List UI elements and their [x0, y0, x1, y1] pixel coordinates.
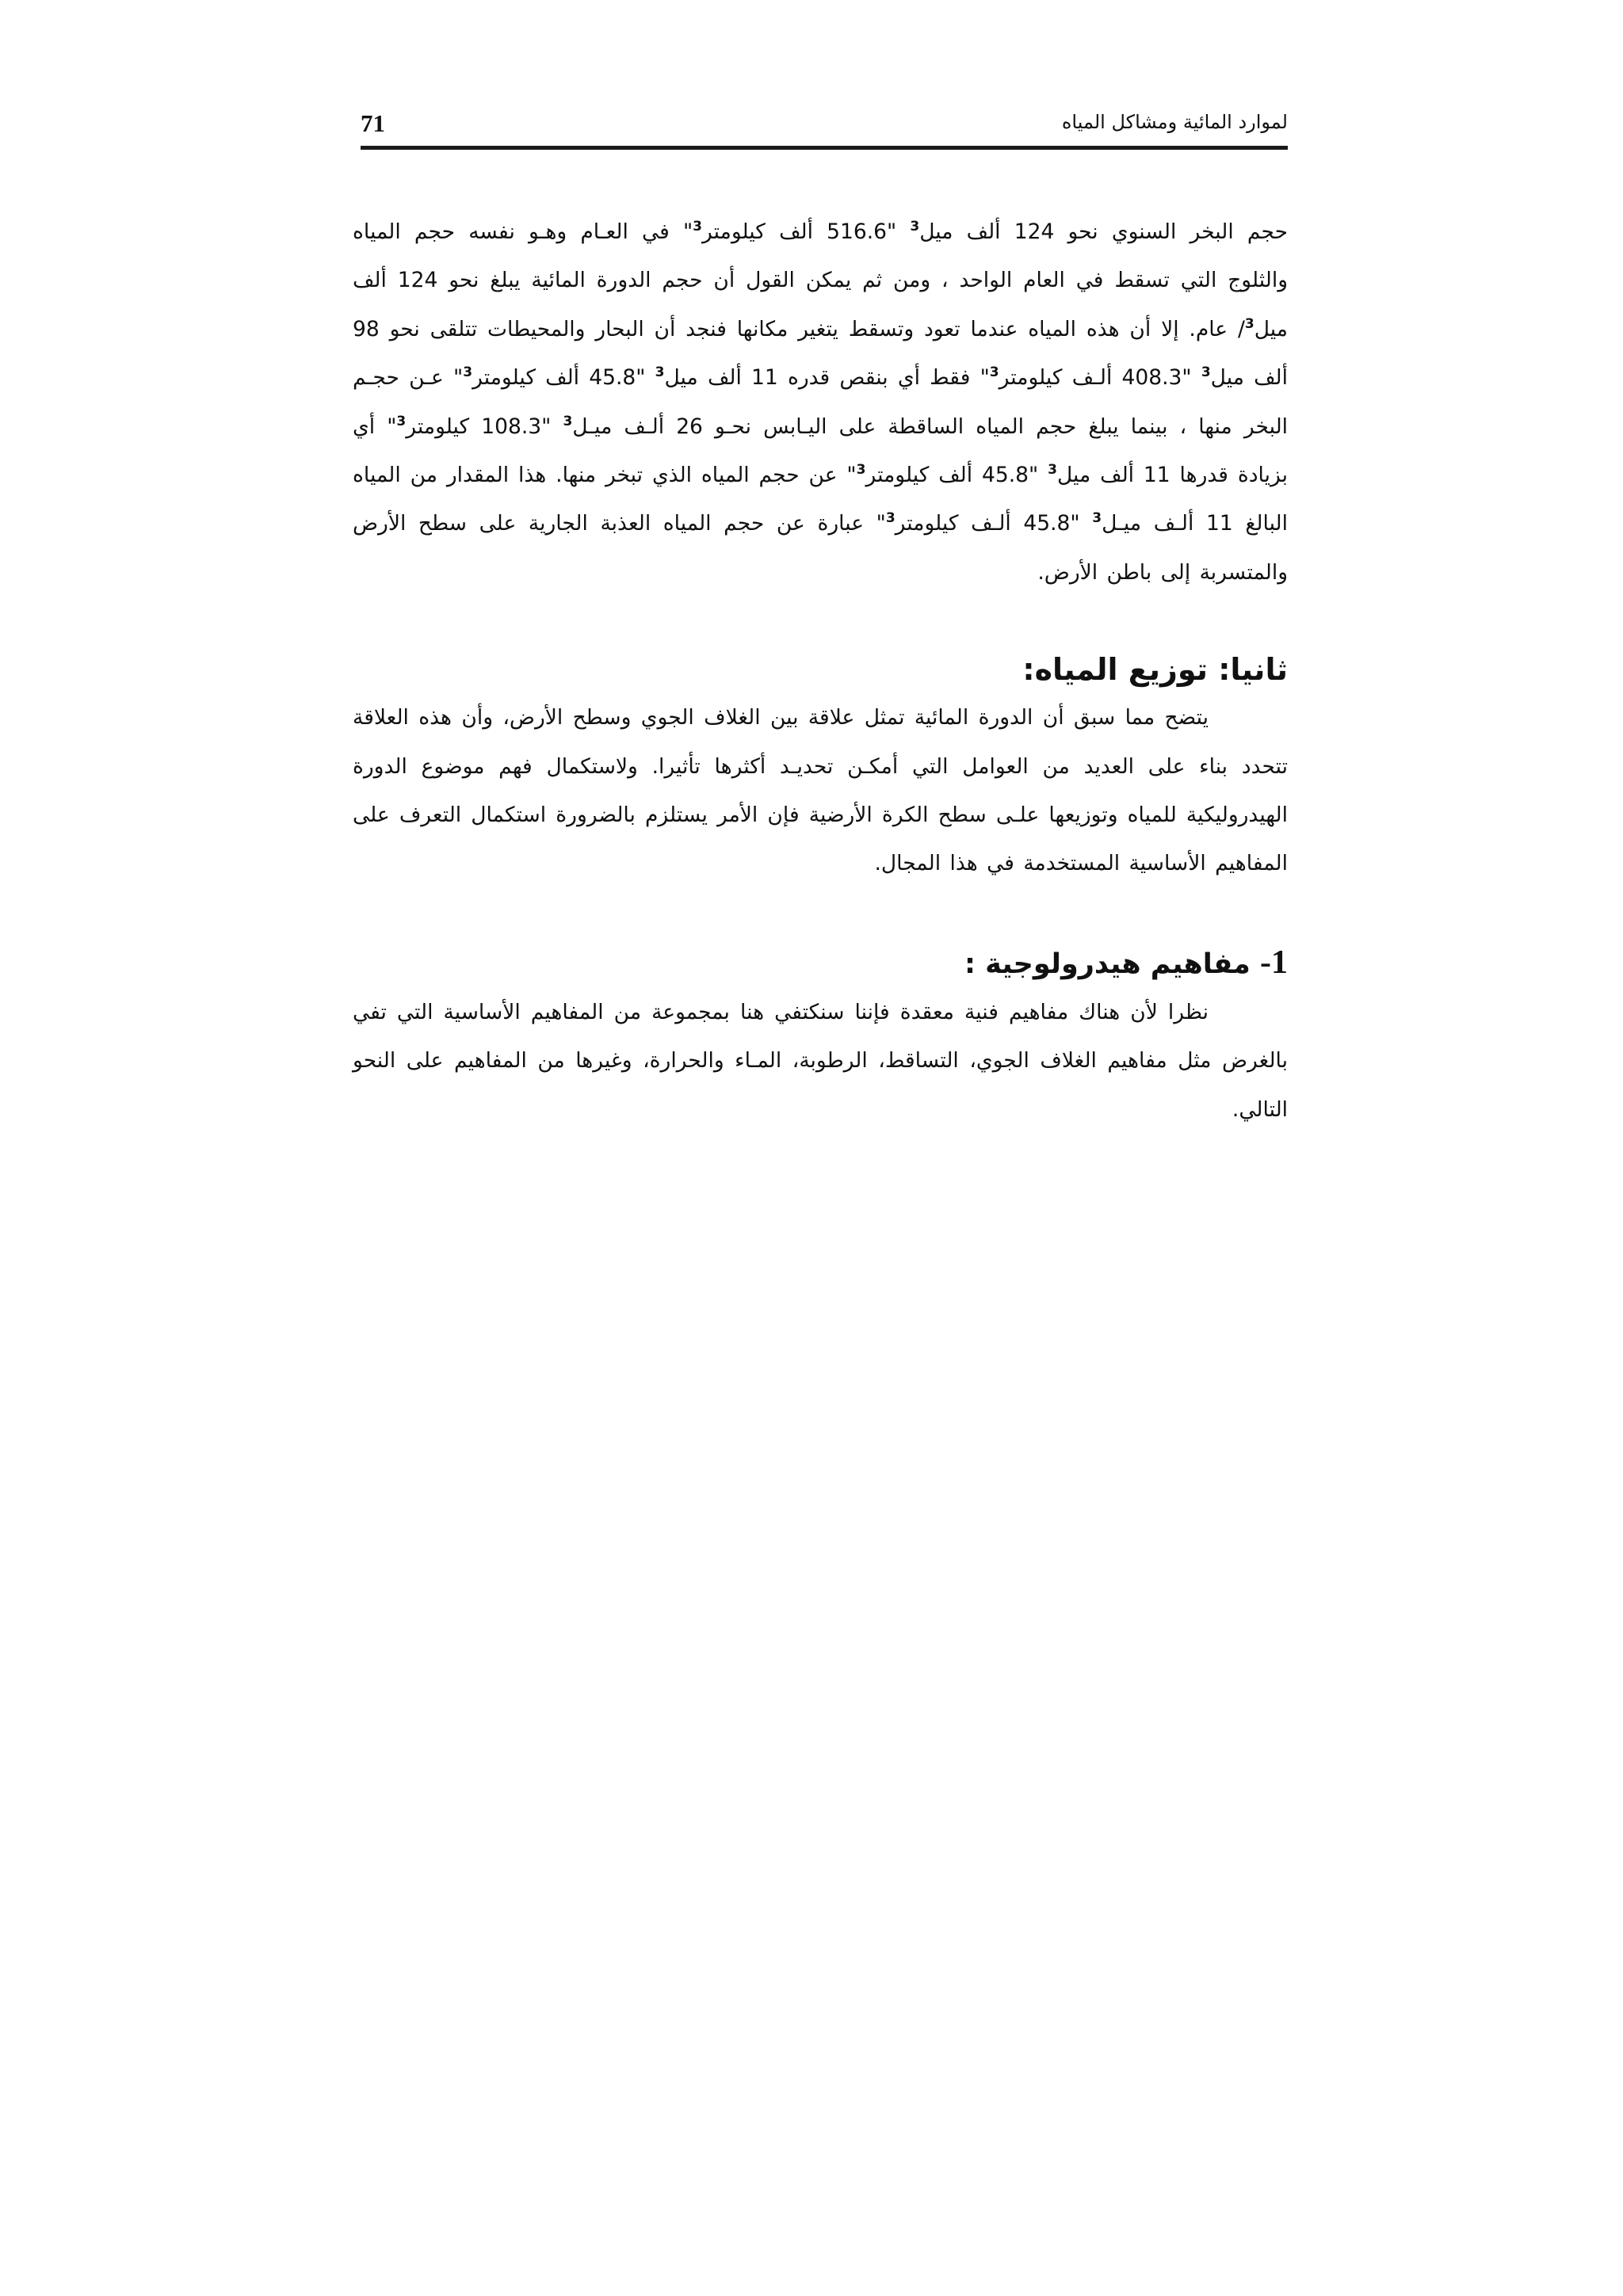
header-rule — [361, 146, 1288, 150]
paragraph-hydrologic-concepts: نظرا لأن هناك مفاهيم فنية معقدة فإننا سنكتفي هنا بمجموعة من المفاهيم الأساسية التي تفي بالغرض مثل مفاهيم الغلاف الجوي، التساقط، الرطوبة، المـاء والحرارة، وغيرها من المفاهيم على النحو التالي. — [353, 999, 1288, 1122]
page-header — [361, 103, 1288, 147]
section-heading-water-distribution: ثانيا: توزيع المياه: — [1022, 652, 1288, 688]
paragraph-water-distribution: يتضح مما سبق أن الدورة المائية تمثل علاقة بين الغلاف الجوي وسطح الأرض، وأن هذه العلاقة تتحدد بناء على العديد من العوامل التي أمكـن تحديـد أكثرها تأثيرا. ولاستكمال فهم موضوع الدورة الهيدروليكية للمياه وتوزيعها علـى سطح الكرة الأرضية فإن الأمر يستلزم بالضرورة استكمال التعرف على المفاهيم الأساسية المستخدمة في هذا المجال. — [353, 705, 1288, 876]
subsection-number: 1- — [1260, 944, 1288, 981]
page-number: 71 — [361, 109, 385, 137]
page-body — [353, 208, 1288, 1134]
running-title: لموارد المائية ومشاكل المياه — [1061, 111, 1288, 133]
subsection-title: مفاهيم هيدرولوجية : — [964, 948, 1260, 980]
paragraph-water-cycle-volume: حجم البخر السنوي نحو 124 ألف ميل$^3$ "516.6 ألف كيلومتر$^3$" في العـام وهـو نفسه حجم المياه والثلوج التي تسقط في العام الواحد ، ومن ثم يمكن القول أن حجم الدورة المائية يبلغ نحو 124 ألف ميل$^3$/ عام. إلا أن هذه المياه عندما تعود وتسقط يتغير مكانها فنجد أن البحار والمحيطات تتلقى نحو 98 ألف ميل$^3$ "408.3 ألـف كيلومتر$^3$" فقط أي بنقص قدره 11 ألف ميل$^3$ "45.8 ألف كيلومتر$^3$" عـن حجـم البخر منها ، بينما يبلغ حجم المياه الساقطة على اليـابس نحـو 26 ألـف ميـل$^3$ "108.3 كيلومتر$^3$" أي بزيادة قدرها 11 ألف ميل$^3$ "45.8 ألف كيلومتر$^3$" عن حجم المياه الذي تبخر منها. هذا المقدار من المياه البالغ 11 ألـف ميـل$^3$ "45.8 ألـف كيلومتر$^3$" عبارة عن حجم المياه العذبة الجارية على سطح الأرض والمتسربة إلى باطن الأرض. — [353, 219, 1289, 585]
subsection-heading-hydrologic-concepts — [353, 939, 1288, 988]
